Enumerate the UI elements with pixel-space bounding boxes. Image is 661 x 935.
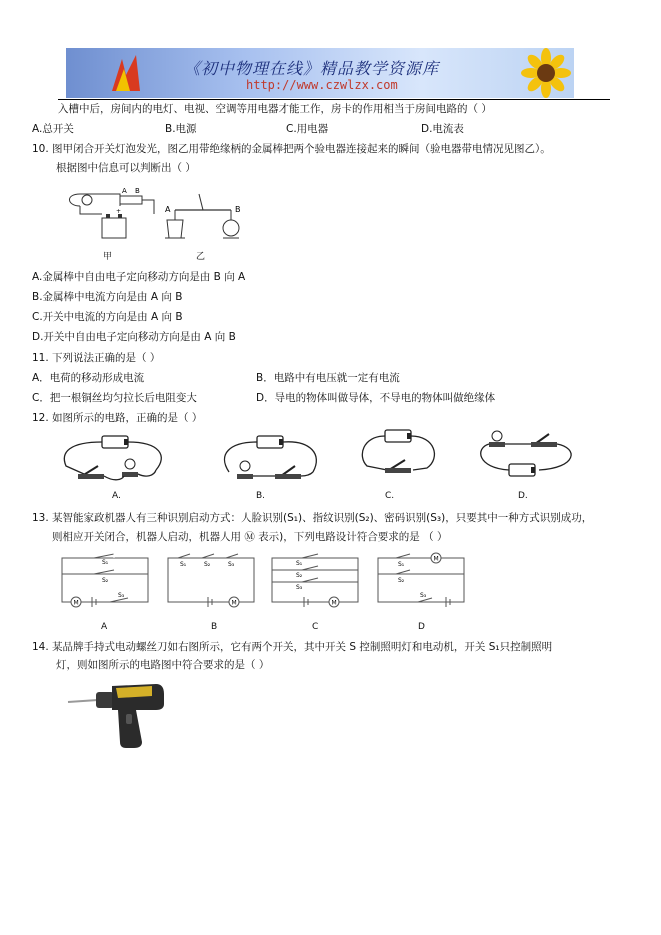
q12-label-b: B.	[256, 491, 266, 501]
q11-option-b: B．电路中有电压就一定有电流	[256, 372, 400, 384]
header-banner	[66, 48, 574, 98]
svg-text:M: M	[433, 555, 439, 563]
q13-stem-line2: 则相应开关闭合，机器人启动，机器人用 Ⓜ 表示)，下列电路设计符合要求的是 （ ）	[52, 531, 448, 543]
header-rule	[58, 99, 610, 100]
q9-option-c: C.用电器	[286, 123, 329, 135]
svg-text:S₁: S₁	[102, 559, 109, 566]
q10-option-c: C.开关中电流的方向是由 A 向 B	[32, 311, 183, 323]
q11-stem: 11. 下列说法正确的是（ ）	[32, 352, 161, 364]
svg-text:+: +	[116, 208, 122, 215]
svg-text:M: M	[231, 599, 237, 607]
q10-label-jia: 甲	[103, 252, 113, 262]
svg-text:B: B	[135, 187, 140, 195]
q14-stem-line1: 14. 某品牌手持式电动螺丝刀如右图所示，它有两个开关，其中开关 S 控制照明灯和电动机，开关 S₁只控制照明	[32, 641, 553, 653]
svg-text:S₁: S₁	[180, 561, 187, 568]
svg-text:A: A	[122, 187, 127, 195]
svg-text:S₂: S₂	[204, 561, 211, 568]
svg-text:S₁: S₁	[296, 560, 303, 567]
q11-option-d: D．导电的物体叫做导体，不导电的物体叫做绝缘体	[256, 392, 496, 404]
q13-label-c: C	[312, 622, 319, 632]
q10-label-yi: 乙	[196, 252, 206, 262]
q13-label-d: D	[418, 622, 425, 632]
q12-stem: 12. 如图所示的电路，正确的是（ ）	[32, 412, 203, 424]
svg-text:S₃: S₃	[296, 584, 303, 591]
banner-url: http://www.czwlzx.com	[246, 78, 398, 92]
q13-circuit-c	[268, 552, 364, 606]
sunflower-icon	[516, 48, 574, 98]
q14-stem-line2: 灯，则如图所示的电路图中符合要求的是（ ）	[56, 659, 270, 671]
svg-text:B: B	[235, 205, 241, 214]
screwdriver-image	[66, 676, 166, 748]
logo-icon	[106, 51, 146, 95]
svg-text:S₃: S₃	[118, 592, 125, 599]
q12-label-a: A.	[112, 491, 121, 501]
q9-option-b: B.电源	[165, 123, 197, 135]
q9-option-d: D.电流表	[421, 123, 464, 135]
svg-text:S₃: S₃	[228, 561, 235, 568]
q13-circuit-a	[58, 552, 154, 606]
q10-stem-line2: 根据图中信息可以判断出（ ）	[56, 162, 196, 174]
svg-text:S₂: S₂	[398, 577, 405, 584]
q12-circuit-d	[475, 426, 585, 481]
q10-option-a: A.金属棒中自由电子定向移动方向是由 B 向 A	[32, 271, 246, 283]
q10-option-d: D.开关中自由电子定向移动方向是由 A 向 B	[32, 331, 236, 343]
svg-text:S₃: S₃	[420, 592, 427, 599]
q11-option-a: A．电荷的移动形成电流	[32, 372, 145, 384]
svg-text:S₂: S₂	[296, 572, 303, 579]
q12-circuit-b	[215, 432, 325, 487]
q12-label-d: D.	[518, 491, 528, 501]
q9-text: 入槽中后，房间内的电灯、电视、空调等用电器才能工作，房卡的作用相当于房间电路的（ ）	[58, 103, 492, 115]
q12-label-c: C.	[385, 491, 395, 501]
q10-option-b: B.金属棒中电流方向是由 A 向 B	[32, 291, 183, 303]
q13-stem-line1: 13. 某智能家政机器人有三种识别启动方式：人脸识别(S₁)、指纹识别(S₂)、密码识别(S₃)，只要其中一种方式识别成功，	[32, 512, 593, 524]
q10-figure-jia	[62, 184, 172, 254]
svg-text:M: M	[331, 599, 337, 607]
q10-figure-yi	[163, 190, 243, 250]
q13-circuit-d	[374, 552, 470, 606]
q10-stem-line1: 10. 图甲闭合开关灯泡发光，图乙用带绝缘柄的金属棒把两个验电器连接起来的瞬间（验电器带电情况见图乙）。	[32, 143, 551, 155]
q13-label-a: A	[101, 622, 108, 632]
q12-circuit-c	[355, 426, 445, 481]
svg-text:S₂: S₂	[102, 577, 109, 584]
q13-label-b: B	[211, 622, 218, 632]
q9-option-a: A.总开关	[32, 123, 74, 135]
svg-text:A: A	[165, 205, 171, 214]
banner-title: 《初中物理在线》精品教学资源库	[184, 59, 440, 78]
q13-circuit-b	[164, 552, 260, 606]
q11-option-c: C．把一根铜丝均匀拉长后电阻变大	[32, 392, 197, 404]
svg-text:M: M	[73, 599, 79, 607]
svg-text:S₁: S₁	[398, 561, 405, 568]
q12-circuit-a	[60, 432, 170, 487]
